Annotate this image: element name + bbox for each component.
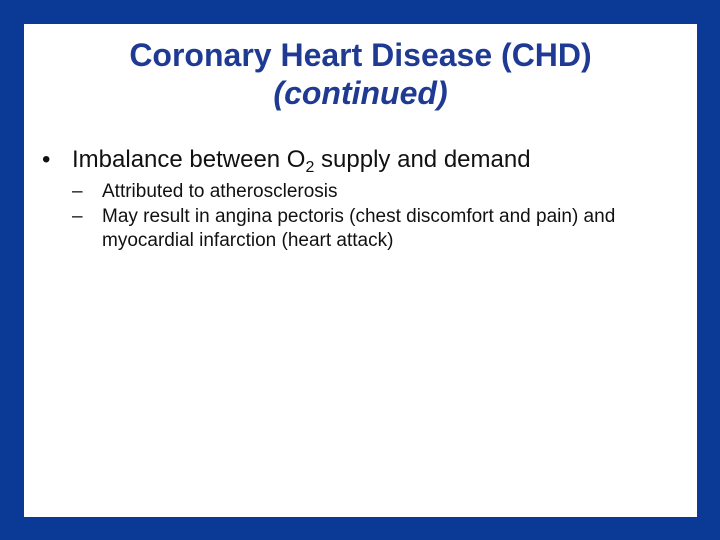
sub-bullet-marker: –: [72, 181, 83, 202]
bullet-text-before: Imbalance between O: [72, 146, 306, 173]
bullet-text: [72, 144, 531, 176]
sub-bullet-text: May result in angina pectoris (chest discomfort and pain) and myocardial infarction (heart attack): [102, 206, 616, 251]
sub-bullet-marker: –: [72, 206, 83, 227]
slide-content-panel: [24, 24, 697, 517]
sub-bullet-text: Attributed to atherosclerosis: [102, 181, 338, 202]
bullet-marker: •: [42, 146, 51, 173]
slide-title: [24, 36, 697, 112]
slide-title-line2: (continued): [273, 75, 448, 111]
bullet-subscript: 2: [305, 159, 315, 176]
bullet-text-after: supply and demand: [314, 146, 531, 173]
slide-title-line1: Coronary Heart Disease (CHD): [129, 37, 592, 73]
